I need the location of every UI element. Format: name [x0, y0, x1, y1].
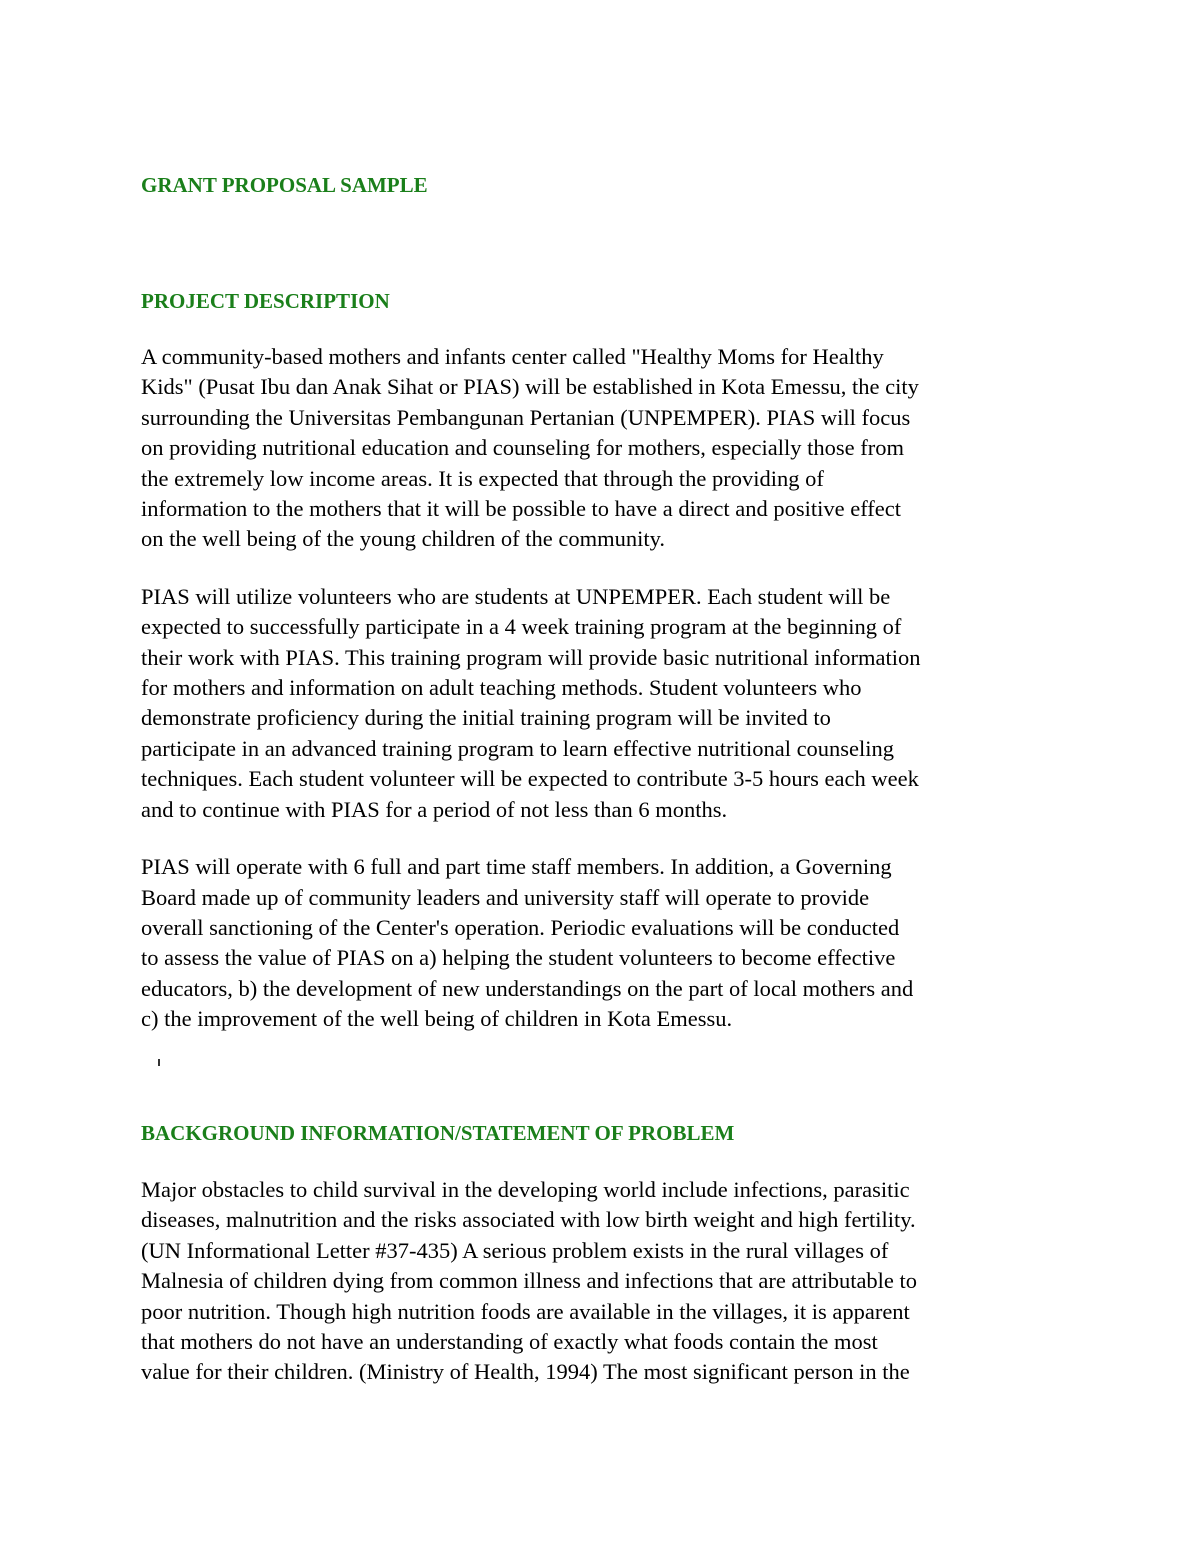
text-line: on providing nutritional education and counseling for mothers, especially those from	[141, 435, 904, 461]
text-line: overall sanctioning of the Center's operation. Periodic evaluations will be conducted	[141, 914, 900, 940]
text-line: for mothers and information on adult teaching methods. Student volunteers who	[141, 675, 862, 701]
text-line: diseases, malnutrition and the risks associated with low birth weight and high fertility.	[141, 1207, 916, 1233]
text-line: on the well being of the young children of the community.	[141, 526, 666, 552]
text-line: their work with PIAS. This training program will provide basic nutritional information	[141, 644, 921, 670]
text-line: educators, b) the development of new understandings on the part of local mothers and	[141, 975, 914, 1001]
text-line: to assess the value of PIAS on a) helping the student volunteers to become effective	[141, 945, 896, 971]
text-line: techniques. Each student volunteer will be expected to contribute 3-5 hours each week	[141, 766, 919, 792]
text-line: that mothers do not have an understanding of exactly what foods contain the most	[141, 1329, 878, 1355]
text-line: A community-based mothers and infants center called "Healthy Moms for Healthy	[141, 344, 884, 369]
text-line: and to continue with PIAS for a period of not less than 6 months.	[141, 796, 728, 822]
text-line: Malnesia of children dying from common illness and infections that are attributable to	[141, 1268, 918, 1294]
text-line: surrounding the Universitas Pembangunan Pertanian (UNPEMPER). PIAS will focus	[141, 404, 911, 430]
text-line: information to the mothers that it will be possible to have a direct and positive effect	[141, 496, 902, 522]
text-line: value for their children. (Ministry of Health, 1994) The most significant person in the	[141, 1359, 910, 1385]
text-line: the extremely low income areas. It is expected that through the providing of	[141, 465, 824, 491]
project-description-paragraph-2	[141, 582, 1071, 825]
text-line: expected to successfully participate in a 4 week training program at the beginning of	[141, 614, 902, 640]
text-line: c) the improvement of the well being of children in Kota Emessu.	[141, 1006, 733, 1032]
text-line: demonstrate proficiency during the initial training program will be invited to	[141, 705, 831, 731]
project-description-paragraph-3	[141, 852, 1071, 1034]
text-line: Board made up of community leaders and university staff will operate to provide	[141, 884, 870, 910]
project-description-paragraph-1	[141, 342, 1071, 555]
text-line: PIAS will operate with 6 full and part time staff members. In addition, a Governing	[141, 854, 892, 880]
section-heading-project-description: PROJECT DESCRIPTION	[141, 289, 390, 313]
section-heading-background: BACKGROUND INFORMATION/STATEMENT OF PROBLEM	[141, 1121, 735, 1145]
document-title: GRANT PROPOSAL SAMPLE	[141, 173, 428, 197]
text-line: (UN Informational Letter #37-435) A serious problem exists in the rural villages of	[141, 1237, 889, 1263]
document-body	[141, 170, 1071, 1035]
text-line: poor nutrition. Though high nutrition foods are available in the villages, it is apparent	[141, 1298, 910, 1324]
text-line: Major obstacles to child survival in the developing world include infections, parasitic	[141, 1177, 910, 1202]
text-line: Kids" (Pusat Ibu dan Anak Sihat or PIAS) will be established in Kota Emessu, the city	[141, 374, 919, 400]
stray-mark	[158, 1059, 160, 1066]
text-line: participate in an advanced training program to learn effective nutritional counseling	[141, 735, 895, 761]
background-paragraph-1	[141, 1175, 1071, 1388]
text-line: PIAS will utilize volunteers who are students at UNPEMPER. Each student will be	[141, 583, 891, 609]
